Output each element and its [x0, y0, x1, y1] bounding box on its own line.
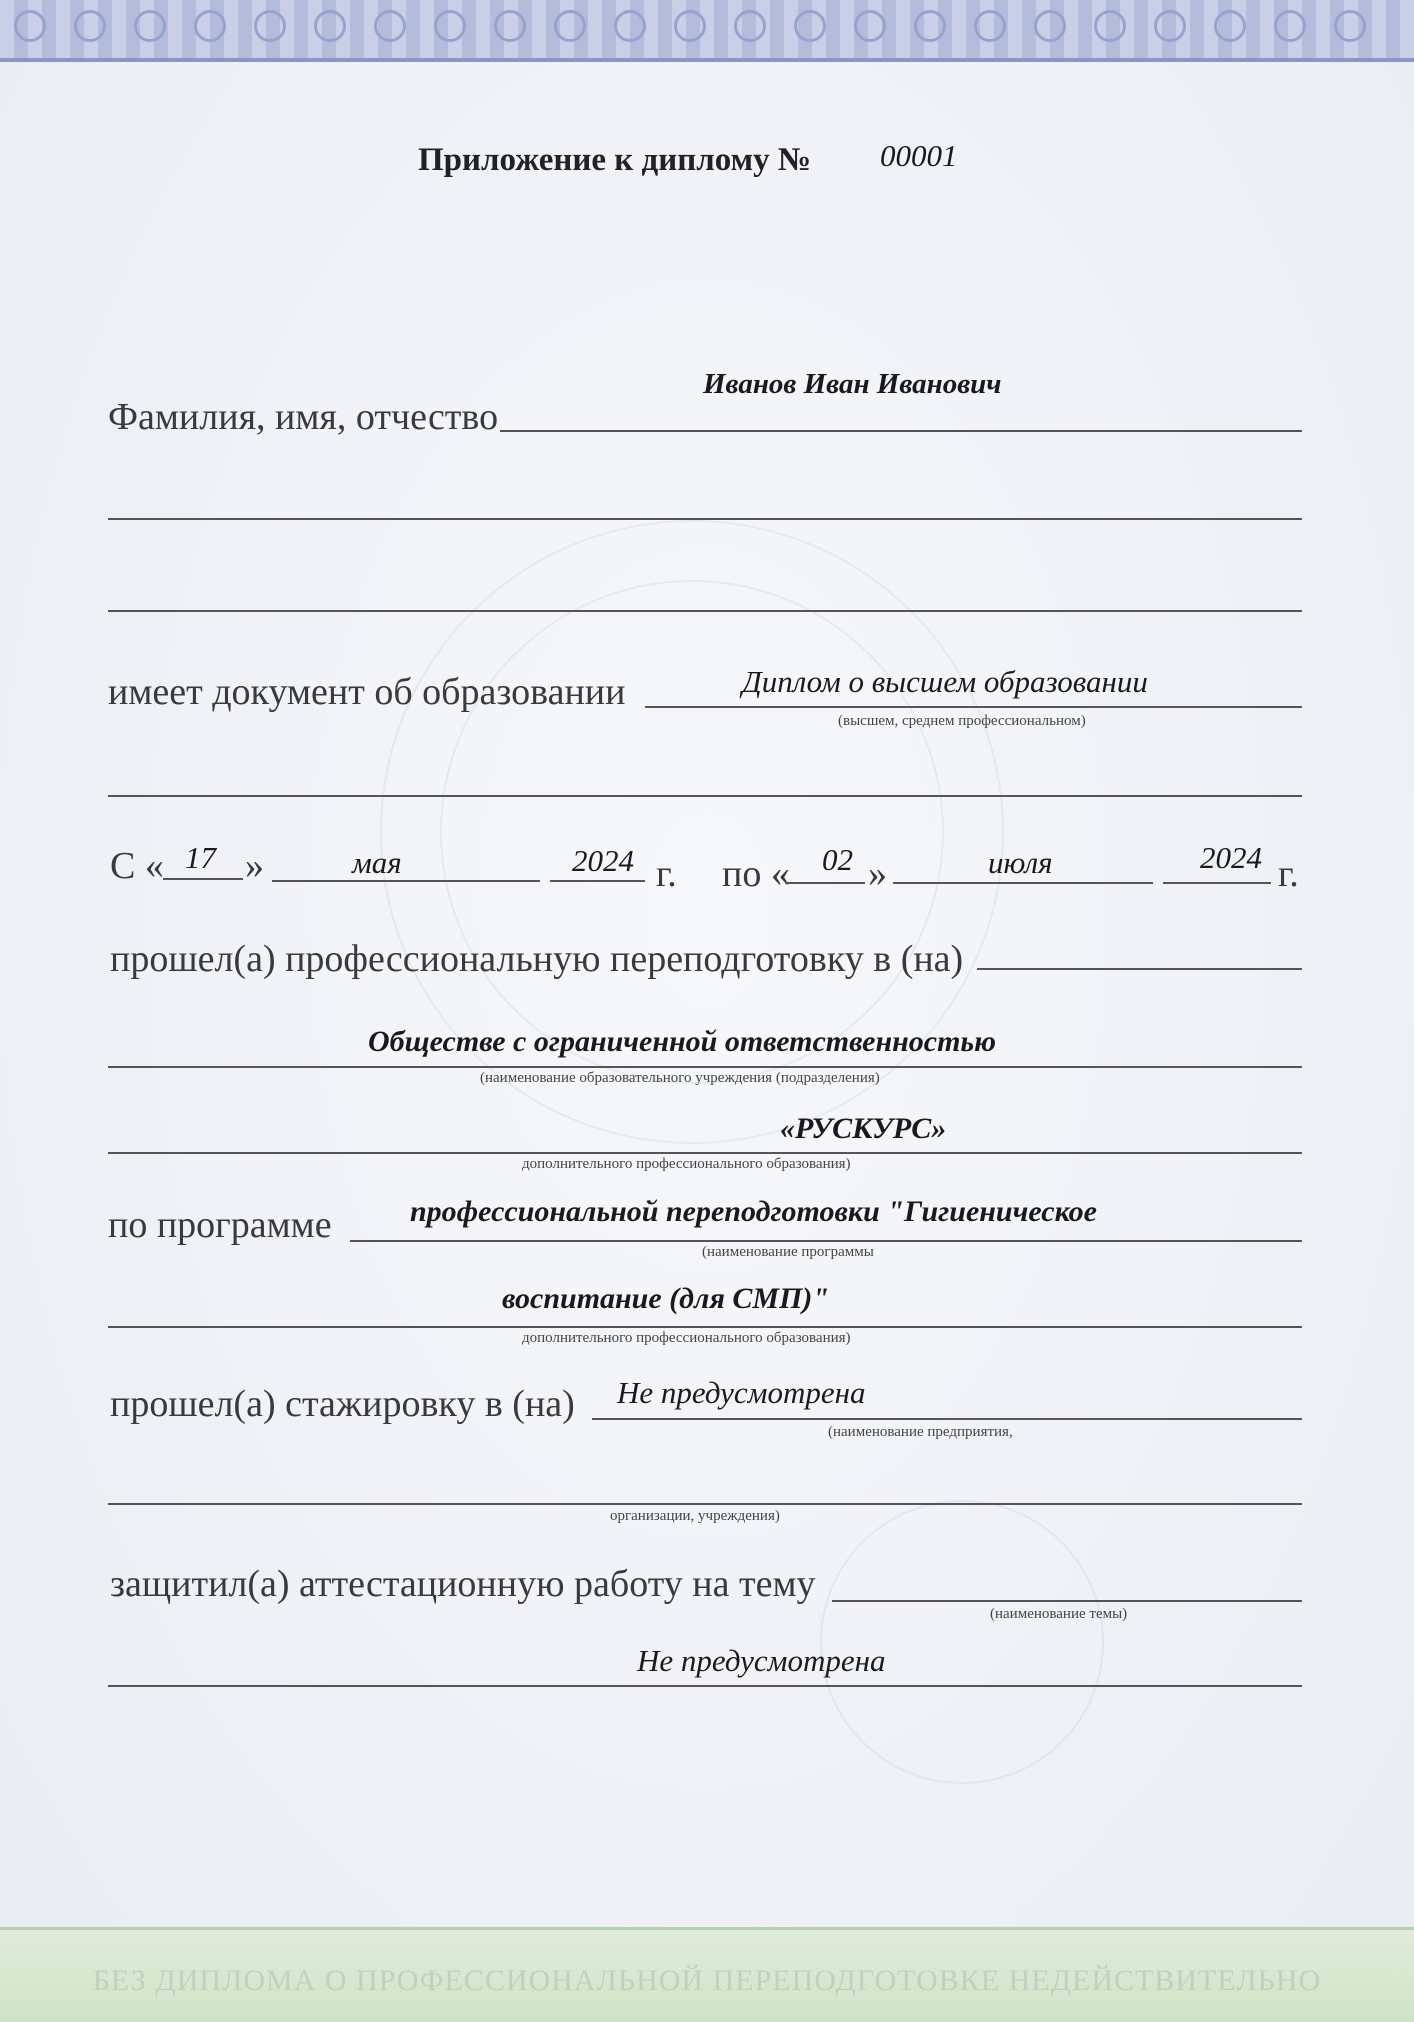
date-from-year: 2024: [572, 843, 634, 878]
education-label: имеет документ об образовании: [108, 671, 626, 713]
training-line: [977, 968, 1302, 970]
internship-hint2: организации, учреждения): [610, 1508, 780, 1524]
thesis-label: защитил(а) аттестационную работу на тему: [110, 1563, 816, 1605]
date-quote: »: [868, 853, 887, 895]
watermark-seal: [820, 1500, 1104, 1784]
date-to-prefix: по «: [722, 853, 790, 895]
training-org-line: [108, 1152, 1302, 1154]
ornament-ring-icon: [854, 10, 886, 42]
education-line: [645, 706, 1302, 708]
ornament-ring-icon: [494, 10, 526, 42]
ornament-ring-icon: [1274, 10, 1306, 42]
education-value: Диплом о высшем образовании: [742, 664, 1148, 699]
date-quote: »: [245, 845, 264, 887]
training-hint1: (наименование образовательного учреждения (подразделения): [480, 1070, 880, 1086]
ornament-ring-icon: [434, 10, 466, 42]
validity-notice: БЕЗ ДИПЛОМА О ПРОФЕССИОНАЛЬНОЙ ПЕРЕПОДГОТОВКЕ НЕДЕЙСТВИТЕЛЬНО: [92, 1964, 1322, 1997]
blank-line: [108, 518, 1302, 520]
fio-line: [500, 430, 1302, 432]
thesis-hint: (наименование темы): [990, 1606, 1128, 1622]
ornament-ring-icon: [314, 10, 346, 42]
document-title: Приложение к диплому №: [418, 142, 812, 178]
date-from-month: мая: [352, 845, 402, 880]
program-line: [108, 1326, 1302, 1328]
date-line: [272, 880, 540, 882]
training-hint2: дополнительного профессионального образования): [522, 1156, 851, 1172]
ornament-ring-icon: [554, 10, 586, 42]
ornament-ring-icon: [1334, 10, 1366, 42]
program-line: [350, 1240, 1302, 1242]
date-line: [550, 880, 645, 882]
training-org-line: [108, 1066, 1302, 1068]
internship-hint1: (наименование предприятия,: [828, 1424, 1013, 1440]
thesis-line: [108, 1685, 1302, 1687]
ornament-ring-icon: [1094, 10, 1126, 42]
thesis-value: Не предусмотрена: [637, 1643, 886, 1678]
year-suffix: г.: [1278, 853, 1299, 895]
ornament-ring-icon: [14, 10, 46, 42]
date-line: [163, 878, 243, 880]
date-to-year: 2024: [1200, 840, 1262, 875]
program-hint1: (наименование программы: [702, 1244, 874, 1260]
date-to-month: июля: [988, 845, 1053, 880]
top-ornament-band: [0, 0, 1414, 62]
ornament-ring-icon: [1154, 10, 1186, 42]
date-line: [893, 882, 1153, 884]
internship-label: прошел(а) стажировку в (на): [110, 1383, 575, 1425]
ornament-ring-icon: [794, 10, 826, 42]
date-line: [1163, 882, 1271, 884]
date-from-day: 17: [185, 840, 216, 875]
ornament-ring-icon: [734, 10, 766, 42]
thesis-line: [832, 1600, 1302, 1602]
date-line: [785, 882, 865, 884]
internship-line: [592, 1418, 1302, 1420]
bottom-ornament-band: [0, 1927, 1414, 2022]
ornament-ring-icon: [914, 10, 946, 42]
ornament-ring-icon: [194, 10, 226, 42]
program-label: по программе: [108, 1204, 332, 1246]
ornament-ring-icon: [1214, 10, 1246, 42]
ornament-ring-icon: [674, 10, 706, 42]
program-hint2: дополнительного профессионального образования): [522, 1330, 851, 1346]
training-org-line2: «РУСКУРС»: [780, 1112, 947, 1145]
date-from-prefix: С «: [110, 845, 164, 887]
training-label: прошел(а) профессиональную переподготовку в (на): [110, 938, 964, 980]
internship-value: Не предусмотрена: [617, 1375, 866, 1410]
ornament-ring-icon: [974, 10, 1006, 42]
program-line2: воспитание (для СМП)": [502, 1282, 830, 1315]
internship-line: [108, 1503, 1302, 1505]
ornament-ring-icon: [134, 10, 166, 42]
training-org-line1: Обществе с ограниченной ответственностью: [368, 1025, 997, 1058]
ornament-ring-icon: [614, 10, 646, 42]
blank-line: [108, 610, 1302, 612]
ornament-ring-icon: [74, 10, 106, 42]
fio-label: Фамилия, имя, отчество: [108, 396, 499, 438]
program-line1: профессиональной переподготовки "Гигиеническое: [410, 1195, 1097, 1228]
blank-line: [108, 795, 1302, 797]
ornament-ring-icon: [1034, 10, 1066, 42]
ornament-ring-icon: [374, 10, 406, 42]
diploma-number: 00001: [880, 138, 958, 173]
ornament-ring-icon: [254, 10, 286, 42]
date-to-day: 02: [822, 842, 853, 877]
year-suffix: г.: [656, 853, 677, 895]
education-hint: (высшем, среднем профессиональном): [838, 713, 1086, 729]
watermark-rosette: [440, 580, 944, 1084]
fio-value: Иванов Иван Иванович: [703, 368, 1002, 400]
